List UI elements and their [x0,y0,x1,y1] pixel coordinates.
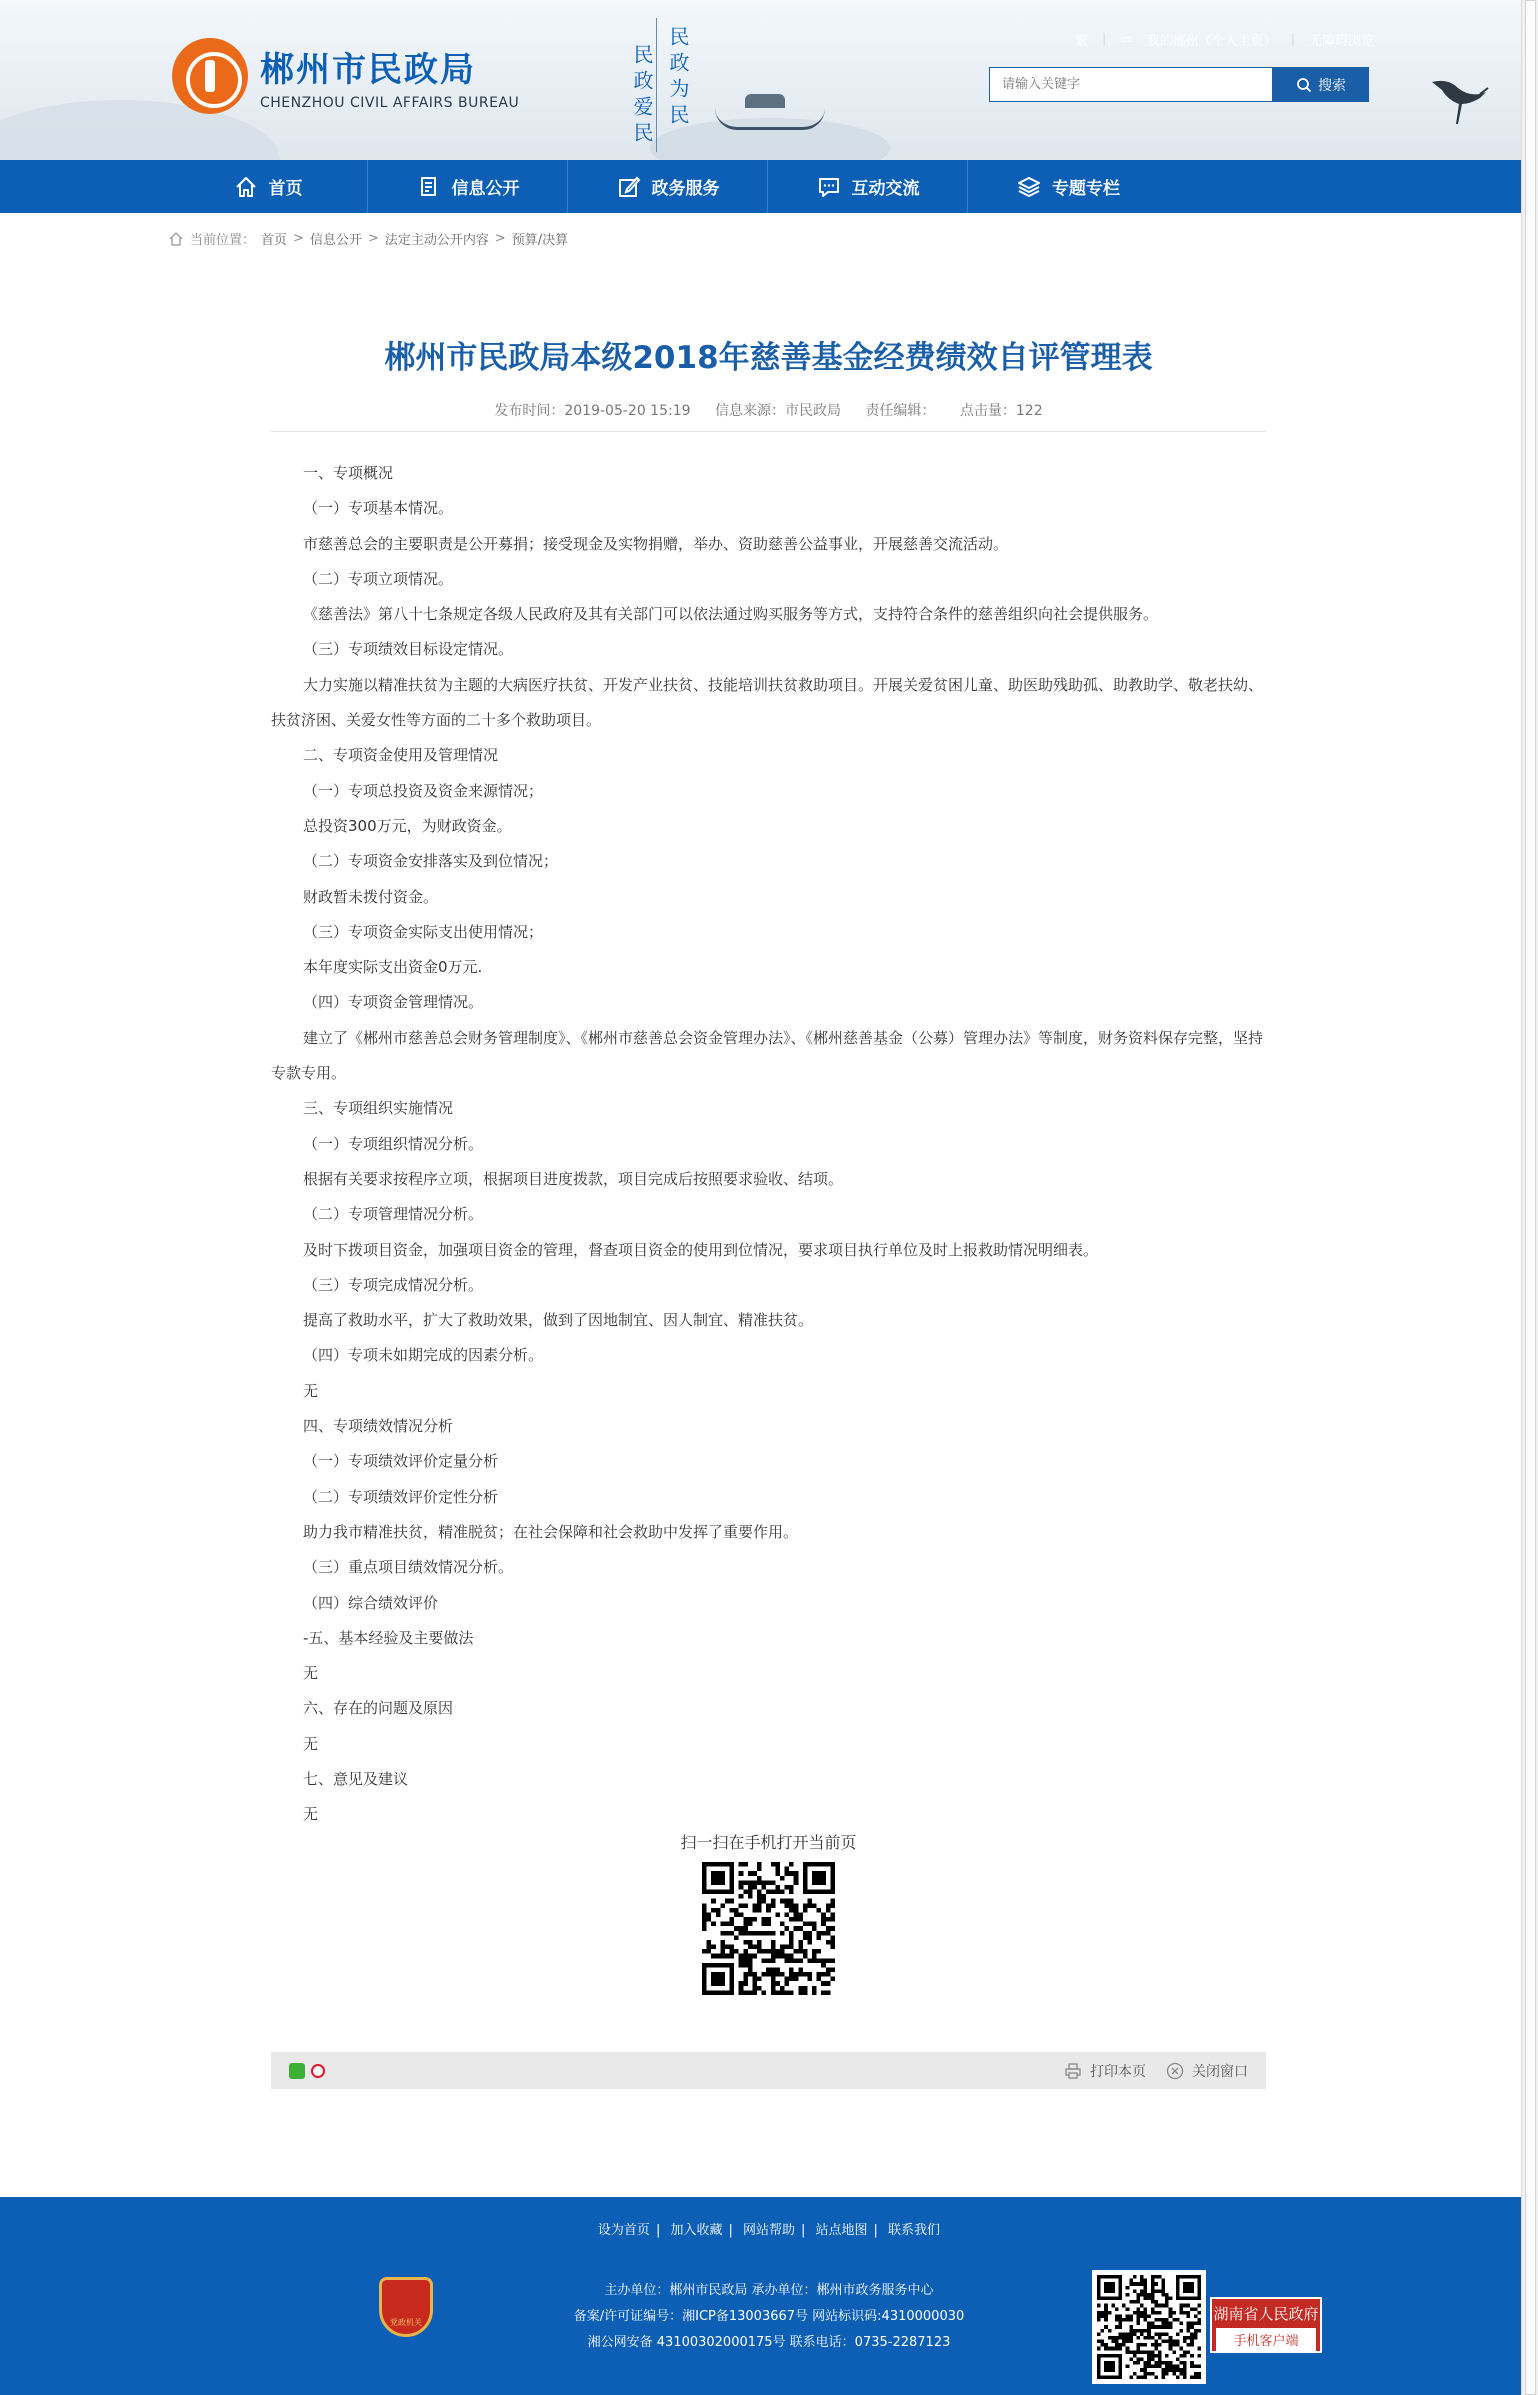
article-paragraph: 无 [303,1381,319,1400]
slogan-line-1: 民政为民 [666,26,690,130]
article-paragraph: 本年度实际支出资金0万元. [303,958,483,977]
nav-item-home[interactable] [168,160,368,213]
site-footer [0,2197,1521,2395]
article-paragraph: 六、存在的问题及原因 [303,1699,454,1718]
layers-icon [1016,174,1042,200]
home-icon [233,174,259,200]
article-toolbar [271,2052,1266,2089]
footer-sponsor: 主办单位：郴州市民政局 承办单位：郴州市政务服务中心 [604,2283,934,2298]
nav-items [168,160,1168,213]
nav-item-special-topics[interactable] [968,160,1168,213]
article-paragraph: 提高了救助水平，扩大了救助效果，做到了因地制宜、因人制宜、精准扶贫。 [303,1311,814,1330]
article-paragraph: 四、专项绩效情况分析 [303,1417,454,1436]
nav-item-label: 首页 [268,179,303,199]
nav-item-info-disclosure[interactable] [368,160,568,213]
article-paragraph: 三、专项组织实施情况 [303,1099,454,1118]
logo-cn-name: 郴州市民政局 [260,49,476,90]
article-paragraph: 市慈善总会的主要职责是公开募捐；接受现金及实物捐赠，举办、资助慈善公益事业，开展慈善交流活动。 [303,534,1009,553]
top-links [1075,30,1374,49]
article-paragraph: 无 [303,1805,319,1824]
article-paragraph: （三）专项绩效目标设定情况。 [303,640,514,659]
logo-en-name: CHENZHOU CIVIL AFFAIRS BUREAU [260,94,520,111]
edit-icon [616,174,642,200]
breadcrumb-label: 当前位置： [190,233,256,248]
article-paragraph: 建立了《郴州市慈善总会财务管理制度》、《郴州市慈善总会资金管理办法》、《郴州慈善基金（公募）管理办法》等制度，财务资料保存完整，坚持专款专用。 [271,1028,1264,1083]
chat-icon [816,174,842,200]
article-paragraph: 助力我市精准扶贫，精准脱贫；在社会保障和社会救助中发挥了重要作用。 [303,1522,799,1541]
qr-caption: 扫一扫在手机打开当前页 [680,1833,857,1852]
qr-code-icon [1097,2275,1201,2379]
footer-link[interactable]: 站点地图 [815,2223,868,2238]
breadcrumb-separator: > [293,231,304,246]
footer-link[interactable]: 加入收藏 [670,2223,723,2238]
article-paragraph: （二）专项立项情况。 [303,569,454,588]
info-source: 信息来源：市民政局 [714,403,841,419]
gov-app-title: 湖南省人民政府 [1213,2305,1319,2323]
article-paragraph: 及时下拨项目资金，加强项目资金的管理，督查项目资金的使用到位情况，要求项目执行单位及时上报救助情况明细表。 [303,1240,1099,1259]
article-body [271,456,1266,1833]
divider [271,431,1266,432]
article-paragraph: 一、专项概况 [303,464,394,482]
search-icon [1296,77,1312,93]
footer-icp: 备案/许可证编号：湘ICP备13003667号 网站标识码:4310000030 [573,2309,965,2324]
share-buttons [289,2063,325,2079]
breadcrumb-item[interactable]: 首页 [261,233,288,248]
monitor-icon: ▭ [1120,32,1133,47]
accessibility-link[interactable]: 无障碍浏览 [1309,34,1375,49]
article-paragraph: 《慈善法》第八十七条规定各级人民政府及其有关部门可以依法通过购买服务等方式，支持符合条件的慈善组织向社会提供服务。 [303,605,1159,624]
nav-item-interaction[interactable] [768,160,968,213]
divider: | [1102,32,1107,47]
article-paragraph: （一）专项绩效评价定量分析 [303,1452,499,1471]
article-paragraph: 无 [303,1664,319,1683]
search-button[interactable] [1273,67,1369,102]
page-qr-code [702,1862,835,1995]
divider: | [1290,32,1296,47]
article-paragraph: （四）专项资金管理情况。 [303,993,484,1012]
gov-app-subtitle: 手机客户端 [1216,2328,1316,2351]
article-paragraph: 财政暂未拨付资金。 [303,887,439,906]
breadcrumb [168,229,568,248]
footer-police-record: 湘公网安备 43100302000175号 联系电话：0735-2287123 [587,2335,951,2350]
breadcrumb-separator: > [367,231,379,246]
article-paragraph: （四）专项未如期完成的因素分析。 [303,1346,544,1365]
search-button-label: 搜索 [1318,77,1346,94]
document-icon [416,174,442,200]
article-paragraph: （三）专项资金实际支出使用情况； [303,922,544,941]
site-logo[interactable] [172,38,519,114]
close-window-button[interactable] [1166,2061,1248,2081]
article-paragraph: （一）专项总投资及资金来源情况； [303,781,544,800]
article-meta [271,400,1266,420]
article-paragraph: -五、基本经验及主要做法 [303,1628,474,1647]
article-paragraph: 总投资300万元，为财政资金。 [303,816,512,835]
main-nav [0,160,1521,213]
publish-time: 发布时间：2019-05-20 15:19 [494,403,691,419]
boat-illustration [715,108,825,130]
article-paragraph: 大力实施以精准扶贫为主题的大病医疗扶贫、开发产业扶贫、技能培训扶贫救助项目。开展关爱贫困儿童、助医助残助孤、助教助学、敬老扶幼、扶贫济困、关爱女性等方面的二十多个救助项目。 [271,675,1264,730]
slogan-line-2: 民政爱民 [630,44,654,148]
breadcrumb-item[interactable]: 信息公开 [309,233,362,248]
article-paragraph: （二）专项绩效评价定性分析 [303,1487,499,1506]
footer-link[interactable]: 设为首页 [597,2223,650,2238]
my-chenzhou-link[interactable]: 我的郴州（个人主页） [1146,34,1277,49]
nav-item-label: 政务服务 [651,179,720,199]
breadcrumb-item[interactable]: 预算/决算 [511,233,569,248]
footer-links: 设为首页 | 加入收藏 | 网站帮助 | 站点地图 | 联系我们 [597,2223,941,2238]
article-paragraph: （二）专项资金安排落实及到位情况； [303,852,559,871]
article-paragraph: （三）重点项目绩效情况分析。 [303,1558,514,1577]
close-icon [1166,2062,1184,2080]
printer-icon [1064,2062,1082,2080]
article-paragraph: （一）专项基本情况。 [303,499,454,518]
article-paragraph: 二、专项资金使用及管理情况 [303,746,499,765]
click-count: 点击量：122 [959,403,1043,419]
nav-item-label: 信息公开 [451,179,520,199]
print-button[interactable] [1064,2061,1146,2081]
article-paragraph: （四）综合绩效评价 [303,1593,439,1612]
weibo-share-icon[interactable] [311,2064,325,2078]
article-paragraph: 根据有关要求按程序立项，根据项目进度拨款，项目完成后按照要求验收、结项。 [303,1169,844,1188]
footer-qr-code [1092,2270,1206,2384]
breadcrumb-item[interactable]: 法定主动公开内容 [384,233,489,248]
logo-emblem-icon [172,38,248,114]
toolbar-actions [1064,2052,1248,2089]
logo-text [260,42,519,111]
home-icon [168,231,184,247]
article-paragraph: （三）专项完成情况分析。 [303,1275,484,1294]
crane-illustration [1428,74,1490,134]
nav-item-label: 专题专栏 [1052,179,1120,199]
footer-link[interactable]: 联系我们 [888,2223,941,2238]
close-label: 关闭窗口 [1192,2063,1248,2080]
footer-link[interactable]: 网站帮助 [742,2223,795,2238]
responsible-editor: 责任编辑： [865,403,936,419]
search-box [989,67,1369,102]
breadcrumb-separator: > [494,231,506,246]
article-paragraph: 七、意见及建议 [303,1769,409,1788]
article-paragraph: 无 [303,1734,319,1753]
traditional-chinese-link[interactable]: 繁 [1075,34,1089,49]
article-paragraph: （二）专项管理情况分析。 [303,1205,484,1224]
search-input[interactable] [989,67,1273,102]
nav-item-label: 互动交流 [851,179,920,199]
nav-item-gov-services[interactable] [568,160,768,213]
site-header [0,0,1521,160]
print-label: 打印本页 [1090,2063,1146,2080]
article-paragraph: （一）专项组织情况分析。 [303,1134,484,1153]
wechat-share-icon[interactable] [289,2063,305,2079]
slogan [622,18,692,158]
article-title: 郴州市民政局本级2018年慈善基金经费绩效自评管理表 [384,340,1153,376]
vertical-scrollbar[interactable] [1521,0,1538,2395]
hunan-gov-app-link[interactable] [1210,2297,1322,2353]
scrollbar-thumb[interactable] [1525,0,1536,2395]
